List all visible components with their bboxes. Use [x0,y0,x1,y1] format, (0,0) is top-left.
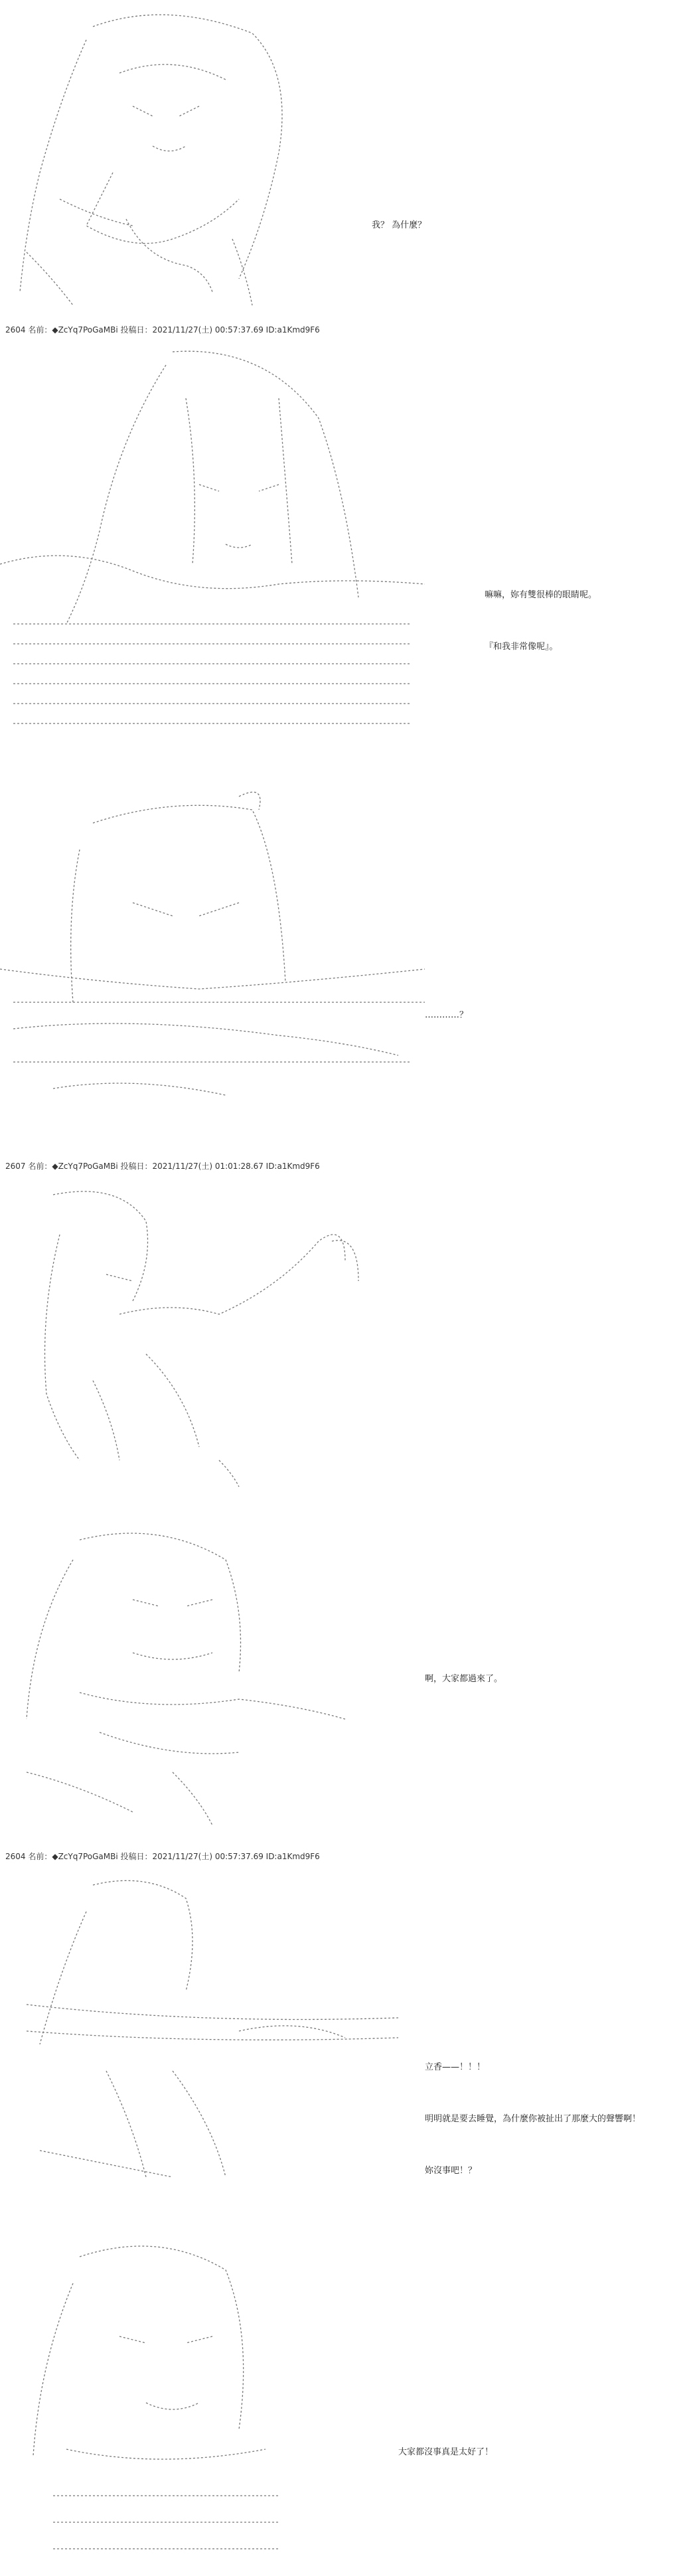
dialogue-line: 妳沒事吧！？ [425,2166,477,2176]
ascii-art-figure [0,345,425,757]
ascii-art-figure [0,0,345,312]
post-header: 2607 名前：◆ZcYq7PoGaMBi 投稿日：2021/11/27(土) 01:01:28.67 ID:a1Kmd9F6 [5,1162,320,1171]
ascii-art-figure [0,783,438,1155]
post-header: 2604 名前：◆ZcYq7PoGaMBi 投稿日：2021/11/27(土) 00:57:37.69 ID:a1Kmd9F6 [5,325,320,335]
ascii-art-figure [0,1872,412,2217]
dialogue-line: …………？ [425,1010,469,1020]
dialogue-block [372,183,426,269]
dialogue-line: 嘛嘛，妳有雙很棒的眼睛呢。 [485,590,597,600]
ascii-art-figure [0,2230,372,2569]
dialogue-line: 大家都沒事真是太好了！ [398,2447,494,2457]
dialogue-line: 明明就是要去睡覺，為什麼你被扯出了那麼大的聲響啊！ [425,2114,641,2124]
ascii-art-figure [0,1181,372,1500]
dialogue-block [485,552,597,690]
post-panel-1 [0,0,687,319]
dialogue-line: 立香——！！！ [425,2062,486,2072]
dialogue-block [425,2024,641,2214]
dialogue-line: 『和我非常像呢』。 [485,642,558,652]
ascii-art-figure [0,1520,372,1832]
post-panel-7 [0,2217,687,2576]
dialogue-line: 啊，大家都過來了。 [425,1674,503,1684]
post-panel-2 [0,319,687,757]
post-panel-3 [0,757,687,1155]
dialogue-block [425,1636,502,1722]
dialogue-block [398,2409,493,2496]
dialogue-block [425,972,468,1059]
post-panel-6 [0,1845,687,2217]
post-header: 2604 名前：◆ZcYq7PoGaMBi 投稿日：2021/11/27(土) 00:57:37.69 ID:a1Kmd9F6 [5,1852,320,1861]
dialogue-line: 我？ 為什麼？ [372,220,427,230]
post-panel-5 [0,1500,687,1845]
post-panel-4 [0,1155,687,1500]
